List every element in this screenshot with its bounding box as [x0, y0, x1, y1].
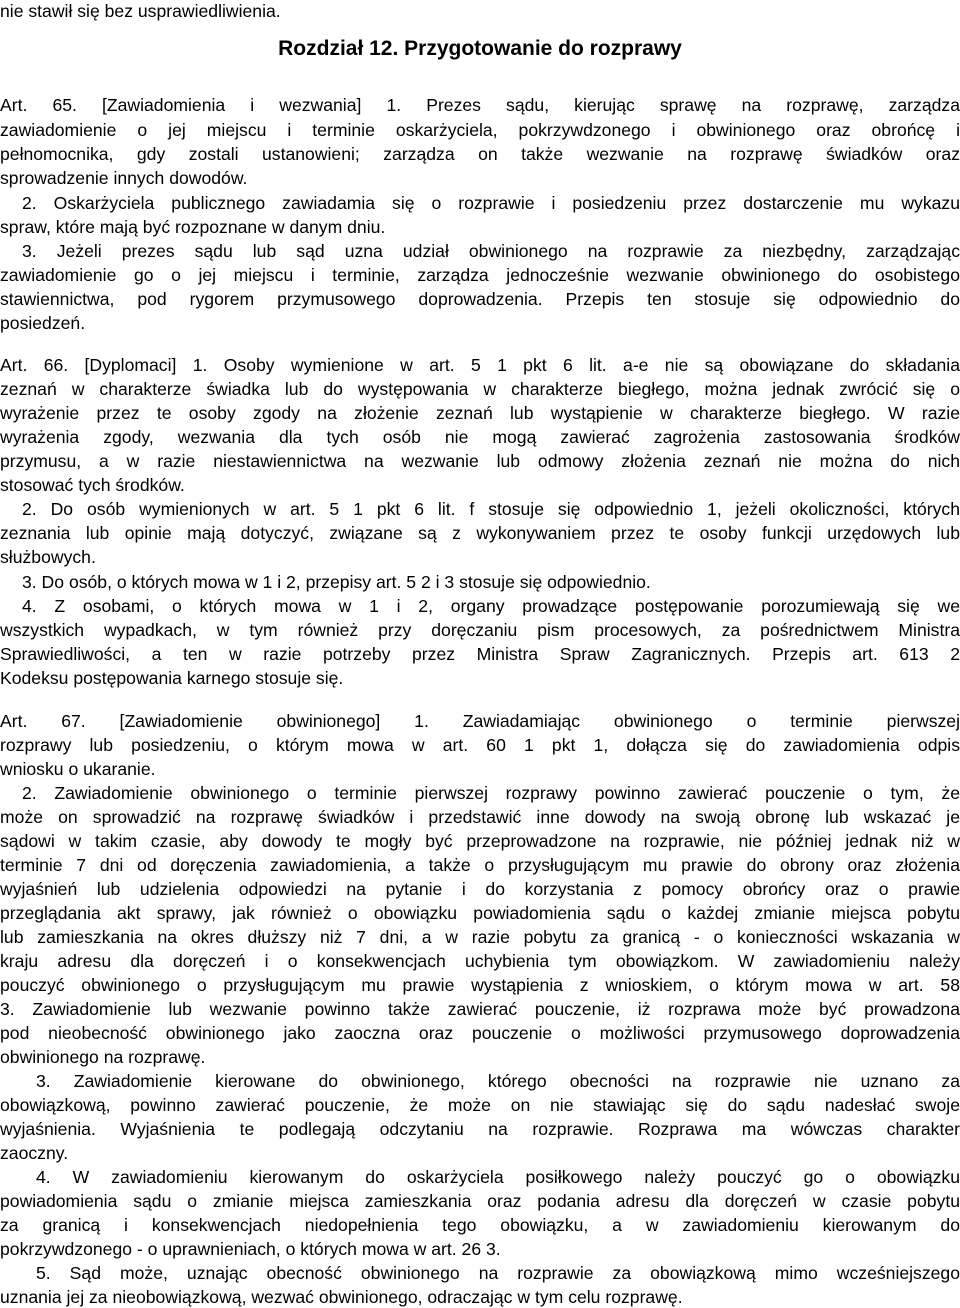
text-line: Art. 65. [Zawiadomienia i wezwania] 1. Prezes sądu, kierując sprawę na rozprawę, zarządza	[0, 95, 960, 115]
text-line: lub zamieszkania na okres dłuższy niż 7 dni, a w razie pobytu za granicą - o konieczności wskazania w	[0, 927, 960, 947]
text-line: spraw, które mają być rozpoznane w danym dniu.	[0, 217, 386, 237]
text-line: zaoczny.	[0, 1143, 69, 1163]
text-line: przymusu, a w razie niestawiennictwa na wezwanie lub odmowy złożenia zeznań nie można do nich	[0, 451, 960, 471]
text-line: zawiadomienie o jej miejscu i terminie oskarżyciela, pokrzywdzonego i obwinionego oraz obrońcę i	[0, 120, 960, 140]
text-line: zeznania lub opinie mają dotyczyć, związane są z wykonywaniem przez te osoby funkcji urzędowych lub	[0, 523, 960, 543]
text-line: za granicą i konsekwencjach niedopełnienia tego obowiązku, a w zawiadomieniu kierowanym do	[0, 1215, 960, 1235]
text-line: obowiązkową, powinno zawierać pouczenie, że może on nie stawiając się do sądu nadesłać swoje	[0, 1095, 960, 1115]
text-line: nie stawił się bez usprawiedliwienia.	[0, 1, 281, 21]
text-line: wyrażenia zgody, wezwania dla tych osób nie mogą zawierać zagrożenia zastosowania środków	[0, 427, 960, 447]
text-line: zawiadomienie go o jej miejscu i terminie, zarządza jednocześnie wezwanie obwinionego do osobistego	[0, 265, 960, 285]
text-line: kraju adresu dla doręczeń i o konsekwencjach uchybienia tym obowiązkom. W zawiadomieniu należy	[0, 951, 960, 971]
text-line: pełnomocnika, gdy zostali ustanowieni; zarządza on także wezwanie na rozprawę świadków oraz	[0, 144, 960, 164]
text-line: 4. W zawiadomieniu kierowanym do oskarżyciela posiłkowego należy pouczyć go o obowiązku	[36, 1167, 960, 1187]
text-line: wyjaśnienia. Wyjaśnienia te podlegają odczytaniu na rozprawie. Rozprawa ma wówczas charakter	[0, 1119, 960, 1139]
text-line: rozprawy lub posiedzeniu, o którym mowa w art. 60 1 pkt 1, dołącza się do zawiadomienia odpis	[0, 735, 960, 755]
text-line: 5. Sąd może, uznając obecność obwinionego na rozprawie za obowiązkową mimo wcześniejszego	[36, 1263, 960, 1283]
text-line: 2. Oskarżyciela publicznego zawiadamia się o rozprawie i posiedzeniu przez dostarczenie mu wykazu	[22, 193, 960, 213]
text-line: obwinionego na rozprawę.	[0, 1047, 206, 1067]
text-line: pokrzywdzonego - o uprawnieniach, o których mowa w art. 26 3.	[0, 1239, 501, 1259]
text-line: Art. 66. [Dyplomaci] 1. Osoby wymienione w art. 5 1 pkt 6 lit. a-e nie są obowiązane do składania	[0, 355, 960, 375]
text-line: posiedzeń.	[0, 313, 86, 333]
text-line: wyrażenie przez te osoby zgody na złożenie zeznań lub wystąpienie w charakterze biegłego. W razie	[0, 403, 960, 423]
text-line: Art. 67. [Zawiadomienie obwinionego] 1. Zawiadamiając obwinionego o terminie pierwszej	[0, 711, 960, 731]
text-line: pod nieobecność obwinionego jako zaoczna oraz pouczenie o możliwości przymusowego doprowadzenia	[0, 1023, 960, 1043]
text-line: 3. Zawiadomienie kierowane do obwinionego, którego obecności na rozprawie nie uznano za	[36, 1071, 960, 1091]
chapter-heading: Rozdział 12. Przygotowanie do rozprawy	[278, 37, 682, 60]
text-line: pouczyć obwinionego o przysługującym mu prawie wystąpienia z wnioskiem, o którym mowa w art. 58	[0, 975, 960, 995]
text-line: służbowych.	[0, 547, 96, 567]
text-line: 2. Do osób wymienionych w art. 5 1 pkt 6 lit. f stosuje się odpowiednio 1, jeżeli okoliczności, których	[22, 499, 960, 519]
text-line: Kodeksu postępowania karnego stosuje się.	[0, 668, 344, 688]
text-line: 3. Jeżeli prezes sądu lub sąd uzna udział obwinionego na rozprawie za niezbędny, zarządzając	[22, 241, 960, 261]
text-line: wniosku o ukaranie.	[0, 759, 156, 779]
text-line: powiadomienia sądu o zmianie miejsca zamieszkania oraz podania adresu dla doręczeń w czasie pobytu	[0, 1191, 960, 1211]
text-line: sądowi w takim czasie, aby dowody te mogły być przeprowadzone na rozprawie, nie później jednak niż w	[0, 831, 960, 851]
text-line: terminie 7 dni od doręczenia zawiadomienia, a także o przysługującym mu prawie do obrony oraz złożenia	[0, 855, 960, 875]
text-line: stawiennictwa, pod rygorem przymusowego doprowadzenia. Przepis ten stosuje się odpowiednio do	[0, 289, 960, 309]
text-line: przeglądania akt sprawy, jak również o obowiązku powiadomienia sądu o każdej zmianie miejsca pobytu	[0, 903, 960, 923]
text-line: wyjaśnień lub udzielenia odpowiedzi na pytanie i do korzystania z pomocy obrońcy oraz o prawie	[0, 879, 960, 899]
text-line: sprowadzenie innych dowodów.	[0, 168, 248, 188]
text-line: 3. Do osób, o których mowa w 1 i 2, przepisy art. 5 2 i 3 stosuje się odpowiednio.	[22, 572, 651, 592]
text-line: 2. Zawiadomienie obwinionego o terminie pierwszej rozprawy powinno zawierać pouczenie o tym, że	[22, 783, 960, 803]
text-line: stosować tych środków.	[0, 475, 185, 495]
text-line: może on sprowadzić na rozprawę świadków i przedstawić inne dowody na swoją obronę lub wskazać je	[0, 807, 960, 827]
text-line: uznania jej za nieobowiązkową, wezwać obwinionego, odraczając w tym celu rozprawę.	[0, 1287, 683, 1307]
text-line: zeznań w charakterze świadka lub do występowania w charakterze biegłego, można jednak zwrócić się o	[0, 379, 960, 399]
text-line: 4. Z osobami, o których mowa w 1 i 2, organy prowadzące postępowanie porozumiewają się we	[22, 596, 960, 616]
text-line: Sprawiedliwości, a ten w razie potrzeby przez Ministra Spraw Zagranicznych. Przepis art. 613 2	[0, 644, 960, 664]
text-line: 3. Zawiadomienie lub wezwanie powinno także zawierać pouczenie, iż rozprawa może być prowadzona	[0, 999, 960, 1019]
text-line: wszystkich wypadkach, w tym również przy doręczaniu pism procesowych, za pośrednictwem Ministra	[0, 620, 960, 640]
